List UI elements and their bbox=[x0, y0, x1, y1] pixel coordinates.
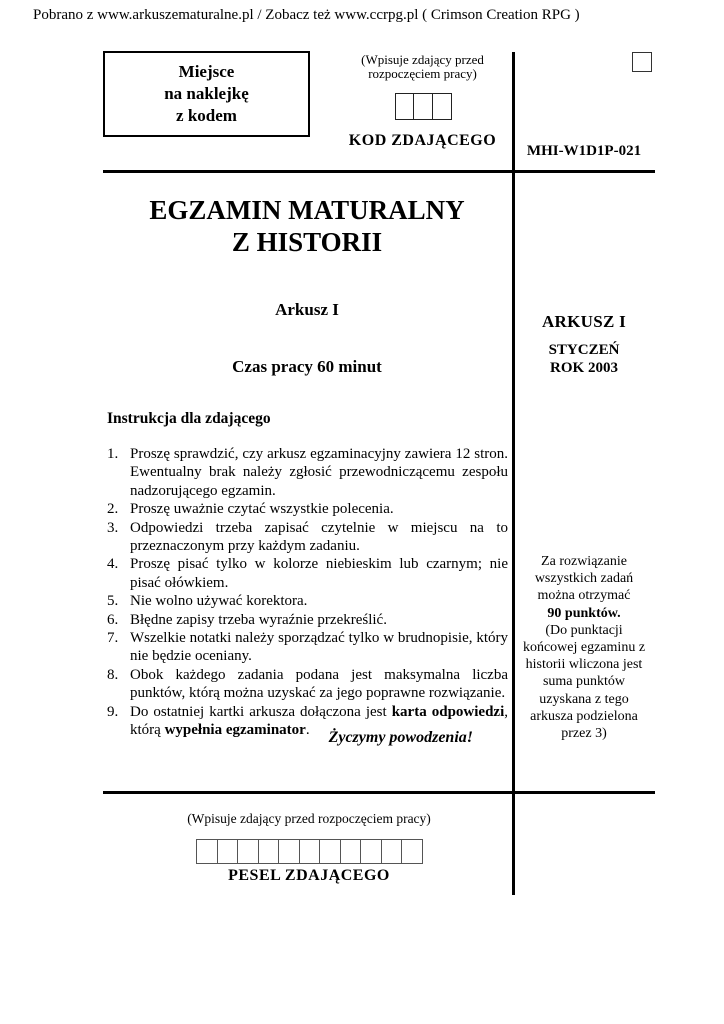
instruction-item-3: 3. Odpowiedzi trzeba zapisać czytelnie w miejscu na to przeznaczonym przy każdym zadaniu. bbox=[107, 519, 508, 555]
entry-cell[interactable] bbox=[432, 93, 452, 120]
entry-cell[interactable] bbox=[340, 839, 362, 864]
sticker-line: Miejsce bbox=[178, 62, 235, 81]
work-time: Czas pracy 60 minut bbox=[232, 357, 382, 376]
instruction-text: Obok każdego zadania podana jest maksymalna liczba punktów, którą można uzyskać za jego poprawne rozwiązanie. bbox=[130, 666, 508, 702]
source-credit-line: Pobrano z www.arkuszematuralne.pl / Zobacz też www.ccrpg.pl ( Crimson Creation RPG ) bbox=[33, 7, 580, 23]
entry-cell[interactable] bbox=[217, 839, 239, 864]
instruction-text: Proszę sprawdzić, czy arkusz egzaminacyjny zawiera 12 stron. Ewentualny brak należy zgłosić przewodniczącemu zespołu nadzorującego egzamin. bbox=[130, 446, 508, 499]
instruction-text: Do ostatniej kartki arkusza dołączona jest karta odpowiedzi, którą wypełnia egzaminator. bbox=[130, 703, 508, 739]
corner-mark-box[interactable] bbox=[632, 52, 652, 72]
points-total: 90 punktów. bbox=[547, 605, 621, 621]
candidate-code-area bbox=[345, 53, 500, 150]
instructions-heading: Instrukcja dla zdającego bbox=[107, 410, 271, 427]
instruction-text: Nie wolno używać korektora. bbox=[130, 593, 308, 610]
code-sticker-box[interactable] bbox=[103, 51, 310, 137]
entry-cell[interactable] bbox=[196, 839, 218, 864]
instruction-item-4: 4. Proszę pisać tylko w kolorze niebieskim lub czarnym; nie pisać ołówkiem. bbox=[107, 556, 508, 591]
session-year: ROK 2003 bbox=[550, 360, 618, 376]
entry-cell[interactable] bbox=[395, 93, 415, 120]
form-code: MHI-W1D1P-021 bbox=[526, 143, 642, 159]
instruction-text: Błędne zapisy trzeba wyraźnie przekreślić. bbox=[130, 611, 387, 628]
entry-cell[interactable] bbox=[258, 839, 280, 864]
instruction-item-7: 7. Wszelkie notatki należy sporządzać tylko w brudnopisie, który nie będzie oceniany. bbox=[107, 630, 508, 665]
entry-cell[interactable] bbox=[360, 839, 382, 864]
instruction-text: Proszę uważnie czytać wszystkie polecenia. bbox=[130, 501, 394, 518]
instruction-item-2: 2. Proszę uważnie czytać wszystkie polecenia. bbox=[107, 501, 394, 518]
sidebar-session bbox=[513, 341, 655, 377]
exam-title-line-2: Z HISTORII bbox=[231, 227, 383, 257]
bottom-divider bbox=[103, 791, 655, 794]
top-divider bbox=[103, 170, 655, 173]
code-note-line: rozpoczęciem pracy) bbox=[368, 65, 477, 81]
instruction-item-6: 6. Błędne zapisy trzeba wyraźnie przekreślić. bbox=[107, 611, 387, 628]
instructions-list bbox=[107, 445, 508, 740]
instruction-item-5: 5. Nie wolno używać korektora. bbox=[107, 593, 308, 610]
session-month: STYCZEŃ bbox=[548, 342, 620, 358]
entry-cell[interactable] bbox=[413, 93, 433, 120]
exam-title-line-1: EGZAMIN MATURALNY bbox=[149, 195, 465, 225]
instruction-text: Odpowiedzi trzeba zapisać czytelnie w miejscu na to przeznaczonym przy każdym zadaniu. bbox=[130, 519, 508, 555]
entry-cell[interactable] bbox=[401, 839, 423, 864]
code-entry-cells[interactable] bbox=[395, 93, 451, 120]
sticker-line: na naklejkę bbox=[164, 84, 249, 103]
entry-cell[interactable] bbox=[381, 839, 403, 864]
instruction-text: Proszę pisać tylko w kolorze niebieskim lub czarnym; nie pisać ołówkiem. bbox=[130, 556, 508, 591]
entry-cell[interactable] bbox=[278, 839, 300, 864]
instruction-text: Wszelkie notatki należy sporządzać tylko w brudnopisie, który nie będzie oceniany. bbox=[130, 630, 508, 665]
instruction-item-1: 1. Proszę sprawdzić, czy arkusz egzaminacyjny zawiera 12 stron. Ewentualny brak należy zgłosić przewodniczącemu zespołu nadzorującego egzamin. bbox=[107, 446, 508, 499]
pesel-area bbox=[103, 811, 515, 885]
sticker-line: z kodem bbox=[176, 106, 237, 125]
exam-title bbox=[103, 194, 511, 258]
entry-cell[interactable] bbox=[237, 839, 259, 864]
entry-cell[interactable] bbox=[299, 839, 321, 864]
good-luck-message: Życzymy powodzenia! bbox=[328, 729, 473, 746]
pesel-label: PESEL ZDAJĄCEGO bbox=[228, 867, 390, 884]
pesel-entry-cells[interactable] bbox=[196, 839, 422, 864]
code-label: KOD ZDAJĄCEGO bbox=[348, 132, 497, 149]
instruction-item-9: 9. Do ostatniej kartki arkusza dołączona jest karta odpowiedzi, którą wypełnia egzaminator. bbox=[107, 703, 508, 739]
code-note-line: (Wpisuje zdający przed bbox=[361, 52, 484, 67]
sheet-name: Arkusz I bbox=[275, 300, 339, 319]
vertical-divider bbox=[512, 52, 515, 895]
sidebar-sheet-label: ARKUSZ I bbox=[541, 312, 627, 331]
pesel-note: (Wpisuje zdający przed rozpoczęciem pracy) bbox=[187, 811, 431, 826]
instruction-item-8: 8. Obok każdego zadania podana jest maksymalna liczba punktów, którą można uzyskać za jego poprawne rozwiązanie. bbox=[107, 666, 508, 702]
entry-cell[interactable] bbox=[319, 839, 341, 864]
sidebar-points-info: Za rozwiązanie wszystkich zadań można otrzymać 90 punktów. (Do punktacji końcowej egzaminu z historii wliczona jest suma punktów uzyskana z tego arkusza podzielona przez 3) bbox=[509, 553, 659, 742]
